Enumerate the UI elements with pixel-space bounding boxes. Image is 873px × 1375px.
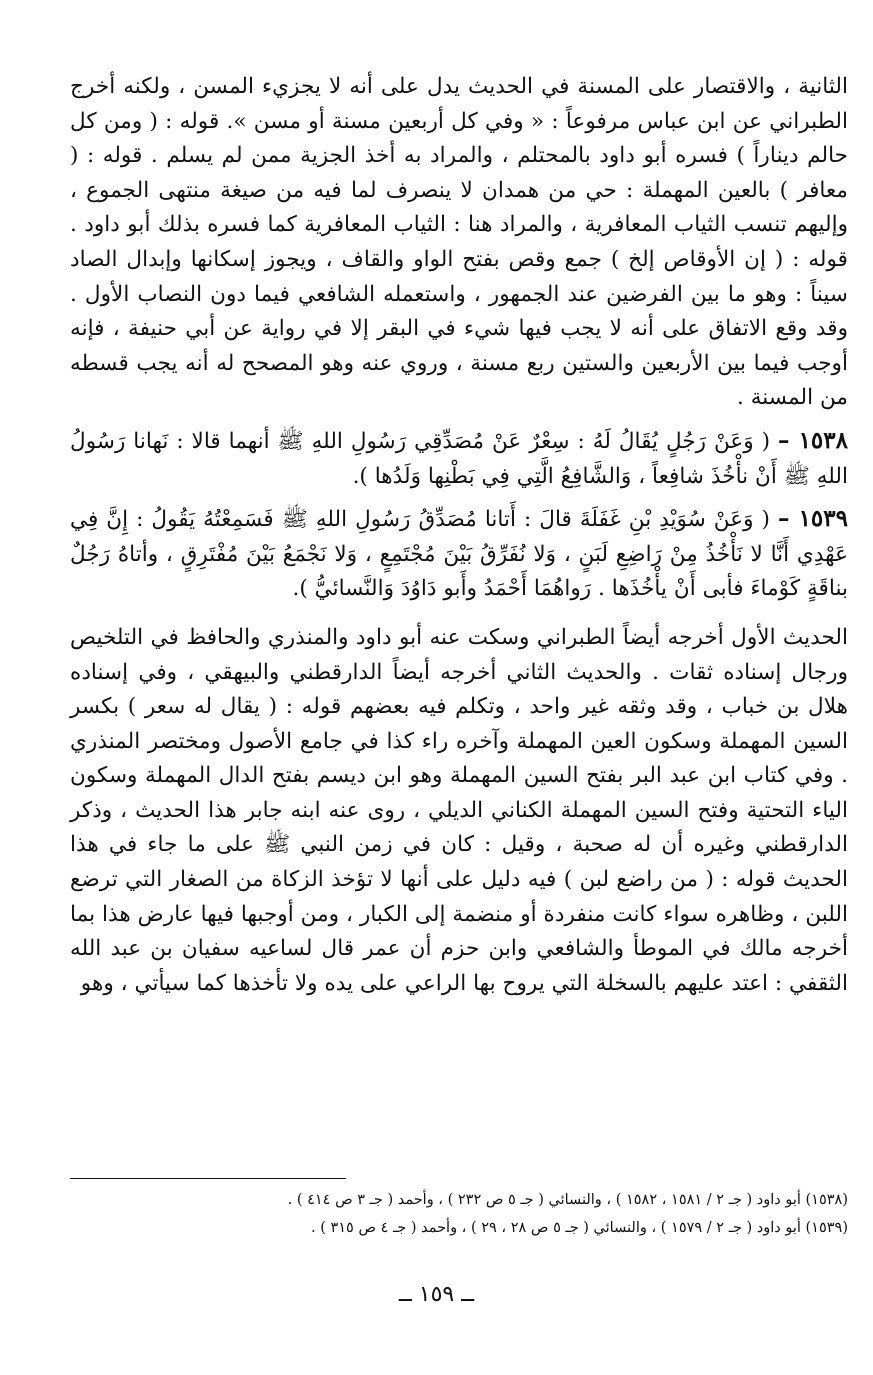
footnote-1539: (١٥٣٩) أبو داود ( جـ ٢ / ١٥٧٩ ) ، والنسائي ( جـ ٥ ص ٢٨ ، ٢٩ ) ، وأحمد ( جـ ٤ ص ٣١٥ ) . xyxy=(310,1220,848,1236)
hadith-number: ١٥٣٨ – xyxy=(778,426,848,454)
hadith-1539 xyxy=(70,502,848,607)
commentary-paragraph-1: الثانية ، والاقتصار على المسنة في الحديث يدل على أنه لا يجزيء المسن ، ولكنه أخرج الطبراني عن ابن عباس مرفوعاً : « وفي كل أربعين مسنة أو مسن ». قوله : ( ومن كل حالم ديناراً ) فسره أبو داود بالمحتلم ، والمراد به أخذ الجزية ممن لم يسلم . قوله : ( معافر ) بالعين المهملة : حي من همدان لا ينصرف لما فيه من صيغة منتهى الجموع ، وإليهم تنسب الثياب المعافرية ، والمراد هنا : الثياب المعافرية كما فسره بذلك أبو داود . قوله : ( إن الأوقاص إلخ ) جمع وقص بفتح الواو والقاف ، ويجوز إسكانها وإبدال الصاد سيناً : وهو ما بين الفرضين عند الجمهور ، واستعمله الشافعي فيما دون النصاب الأول . وقد وقع الاتفاق على أنه لا يجب فيها شيء في البقر إلا في رواية عن أبي حنيفة ، فإنه أوجب فيما بين الأربعين والستين ربع مسنة ، وروي عنه وهو المصحح له أنه يجب قسطه من المسنة . xyxy=(70,74,848,411)
footnote-1538: (١٥٣٨) أبو داود ( جـ ٢ / ١٥٨١ ، ١٥٨٢ ) ، والنسائي ( جـ ٥ ص ٢٣٢ ) ، وأحمد ( جـ ٣ ص ٤١٤ ) . xyxy=(287,1192,848,1208)
hadith-1538 xyxy=(70,424,848,494)
page-body xyxy=(70,70,848,1001)
hadith-text: ( وَعَنْ رَجُلٍ يُقَالُ لَهُ : سِعْرٌ عَنْ مُصَدِّقِي رَسُولِ اللهِ ﷺ أنهما قالا : نَهانا رَسُولُ اللهِ ﷺ أَنْ نأْخُذَ شافِعاً ، وَالشَّافِعُ الَّتِي فِي بَطْنِها وَلَدُها ). xyxy=(70,428,848,489)
commentary-paragraph-2: الحديث الأول أخرجه أيضاً الطبراني وسكت عنه أبو داود والمنذري والحافظ في التلخيص ورجال إسناده ثقات . والحديث الثاني أخرجه أيضاً الدارقطني والبيهقي ، وفي إسناده هلال بن خباب ، وقد وثقه غير واحد ، وتكلم فيه بعضهم قوله : ( يقال له سعر ) بكسر السين المهملة وسكون العين المهملة وآخره راء كذا في جامع الأصول ومختصر المنذري . وفي كتاب ابن عبد البر بفتح السين المهملة وهو ابن ديسم بفتح الدال المهملة وسكون الياء التحتية وفتح السين المهملة الكناني الديلي ، روى عنه ابنه جابر هذا الحديث ، وذكر الدارقطني وغيره أن له صحبة ، وقيل : كان في زمن النبي ﷺ على ما جاء في هذا الحديث قوله : ( من راضع لبن ) فيه دليل على أنها لا تؤخذ الزكاة من الصغار التي ترضع اللبن ، وظاهره سواء كانت منفردة أو منضمة إلى الكبار ، ومن أوجبها فيها عارض هذا بما أخرجه مالك في الموطأ والشافعي وابن حزم أن عمر قال لساعيه سفيان بن عبد الله الثقفي : اعتد عليهم بالسخلة التي يروح بها الراعي على يده ولا تأخذها كما سيأتي ، وهو xyxy=(70,624,848,996)
hadith-text: ( وَعَنْ سُوَيْدِ بْنِ غَفَلَةَ قالَ : أَتانا مُصَدِّقُ رَسُولِ اللهِ ﷺ فَسَمِعْتُهُ يَقُولُ : إِنَّ فِي عَهْدِي أَنَّا لا نَأْخُذُ مِنْ رَاضِعِ لَبَنٍ ، وَلا نُفَرِّقُ بَيْنَ مُجْتَمِعٍ ، وَلا نَجْمَعُ بَيْنَ مُفْتَرِقٍ ، وأتاهُ رَجُلٌ بناقَةٍ كَوْماءَ فأبى أَنْ يأْخُذَها . رَواهُمَا أَحْمَدُ وأَبو دَاوُدَ وَالنَّسائيُّ ). xyxy=(70,507,848,602)
footnotes xyxy=(70,1186,848,1242)
page-number: ــ ١٥٩ ــ xyxy=(398,1282,475,1307)
hadith-number: ١٥٣٩ – xyxy=(777,505,848,533)
footnote-separator xyxy=(70,1178,346,1179)
